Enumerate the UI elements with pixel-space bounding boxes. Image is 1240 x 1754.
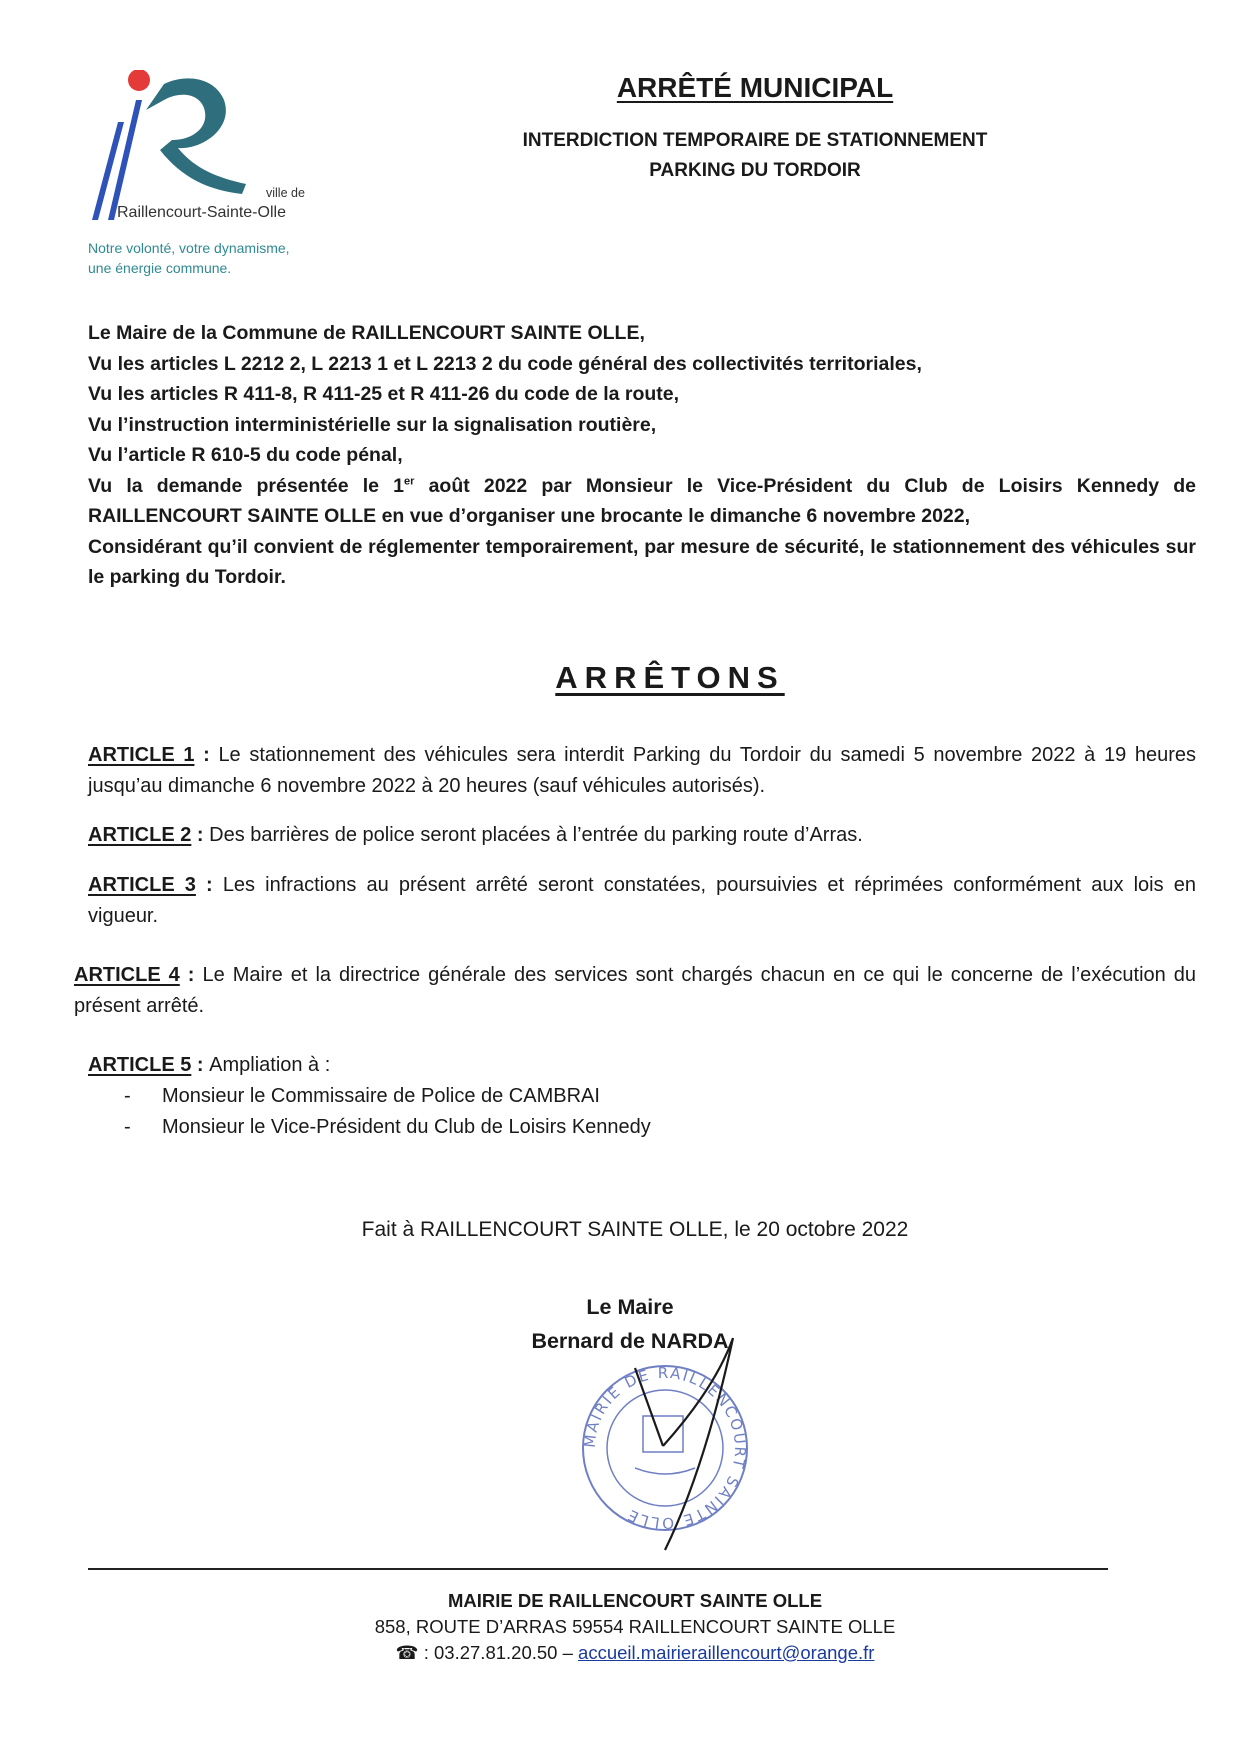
article-text: Des barrières de police seront placées à l’entrée du parking route d’Arras. xyxy=(209,824,863,846)
page-title: ARRÊTÉ MUNICIPAL xyxy=(616,72,894,103)
article-label: ARTICLE 5 xyxy=(88,1054,192,1076)
article-4 xyxy=(74,960,1196,1022)
article-label: ARTICLE 4 xyxy=(74,964,180,986)
article-separator: : xyxy=(191,824,210,846)
recipient-list xyxy=(124,1081,651,1143)
considerant-line: Considérant qu’il convient de réglementer temporairement, par mesure de sécurité, le stationnement des véhicules sur le parking du Tordoir. xyxy=(88,535,1196,588)
phone-icon: ☎ : 03.27.81.20.50 – xyxy=(395,1642,579,1663)
list-item: - Monsieur le Vice-Président du Club de Loisirs Kennedy xyxy=(124,1112,651,1143)
article-2 xyxy=(88,820,1196,851)
article-1 xyxy=(88,740,1196,802)
considerant-line: Le Maire de la Commune de RAILLENCOURT SAINTE OLLE, xyxy=(88,322,645,344)
article-text: Les infractions au présent arrêté seront constatées, poursuivies et réprimées conformément aux lois en vigueur. xyxy=(88,874,1196,927)
logo-town-name: Raillencourt-Sainte-Olle xyxy=(117,204,286,221)
footer-contact xyxy=(250,1642,1020,1664)
article-5 xyxy=(88,1050,1196,1081)
footer-divider xyxy=(88,1568,1108,1570)
article-text: Le stationnement des véhicules sera interdit Parking du Tordoir du samedi 5 novembre 2022 à 19 heures jusqu’au dimanche 6 novembre 2022 à 20 heures (sauf véhicules autorisés). xyxy=(88,744,1197,797)
article-separator: : xyxy=(195,874,223,896)
considerants-block xyxy=(88,318,1196,593)
stamp-text: MAIRIE DE RAILLENCOURT SAINTE OLLE xyxy=(580,1363,750,1533)
article-separator: : xyxy=(179,964,203,986)
considerant-text: Vu la demande présentée le 1 xyxy=(88,474,405,497)
article-label: ARTICLE 1 xyxy=(88,744,195,766)
considerant-text: août 2022 par Monsieur le Vice-Président du Club de Loisirs Kennedy de RAILLENCOURT SAINTE OLLE en vue d’organiser une brocante le dimanche 6 novembre 2022, xyxy=(88,474,1197,527)
considerant-line: Vu les articles R 411-8, R 411-25 et R 411-26 du code de la route, xyxy=(88,383,680,405)
logo-tagline-line: une énergie commune. xyxy=(88,260,232,276)
footer-organisation: MAIRIE DE RAILLENCOURT SAINTE OLLE xyxy=(447,1590,823,1611)
page-subtitle xyxy=(460,126,1050,186)
official-stamp-icon xyxy=(565,1328,765,1558)
article-text: Ampliation à : xyxy=(209,1054,331,1076)
article-separator: : xyxy=(194,744,219,766)
subtitle-line: INTERDICTION TEMPORAIRE DE STATIONNEMENT xyxy=(522,130,988,151)
logo-ville-label: ville de xyxy=(266,186,305,200)
email-link[interactable]: accueil.mairieraillencourt@orange.fr xyxy=(578,1642,875,1663)
article-separator: : xyxy=(191,1054,210,1076)
place-date-line: Fait à RAILLENCOURT SAINTE OLLE, le 20 octobre 2022 xyxy=(361,1218,909,1241)
subtitle-line: PARKING DU TORDOIR xyxy=(649,160,861,181)
svg-text:MAIRIE DE RAILLENCOURT SAINTE xyxy=(581,1364,750,1532)
considerant-line: Vu les articles L 2212 2, L 2213 1 et L 2213 2 du code général des collectivités territoriales, xyxy=(88,352,922,375)
considerant-line: Vu l’article R 610-5 du code pénal, xyxy=(88,444,403,466)
logo-tagline xyxy=(88,238,290,278)
considerant-line xyxy=(88,471,1196,532)
arretons-text: ARRÊTONS xyxy=(555,660,785,695)
considerant-line: Vu l’instruction interministérielle sur la signalisation routière, xyxy=(88,413,657,436)
ordinal-superscript: er xyxy=(404,475,415,487)
signatory-role: Le Maire xyxy=(586,1295,674,1319)
article-3 xyxy=(88,870,1196,932)
footer-address: 858, ROUTE D’ARRAS 59554 RAILLENCOURT SAINTE OLLE xyxy=(374,1616,896,1637)
list-item: - Monsieur le Commissaire de Police de CAMBRAI xyxy=(124,1081,651,1112)
logo-tagline-line: Notre volonté, votre dynamisme, xyxy=(88,240,290,256)
arretons-heading xyxy=(400,660,940,696)
article-text: Le Maire et la directrice générale des services sont chargés chacun en ce qui le concerne de l’exécution du présent arrêté. xyxy=(74,964,1197,1017)
article-label: ARTICLE 3 xyxy=(88,874,196,896)
article-label: ARTICLE 2 xyxy=(88,824,192,846)
signatory-name: Bernard de NARDA xyxy=(531,1329,729,1353)
